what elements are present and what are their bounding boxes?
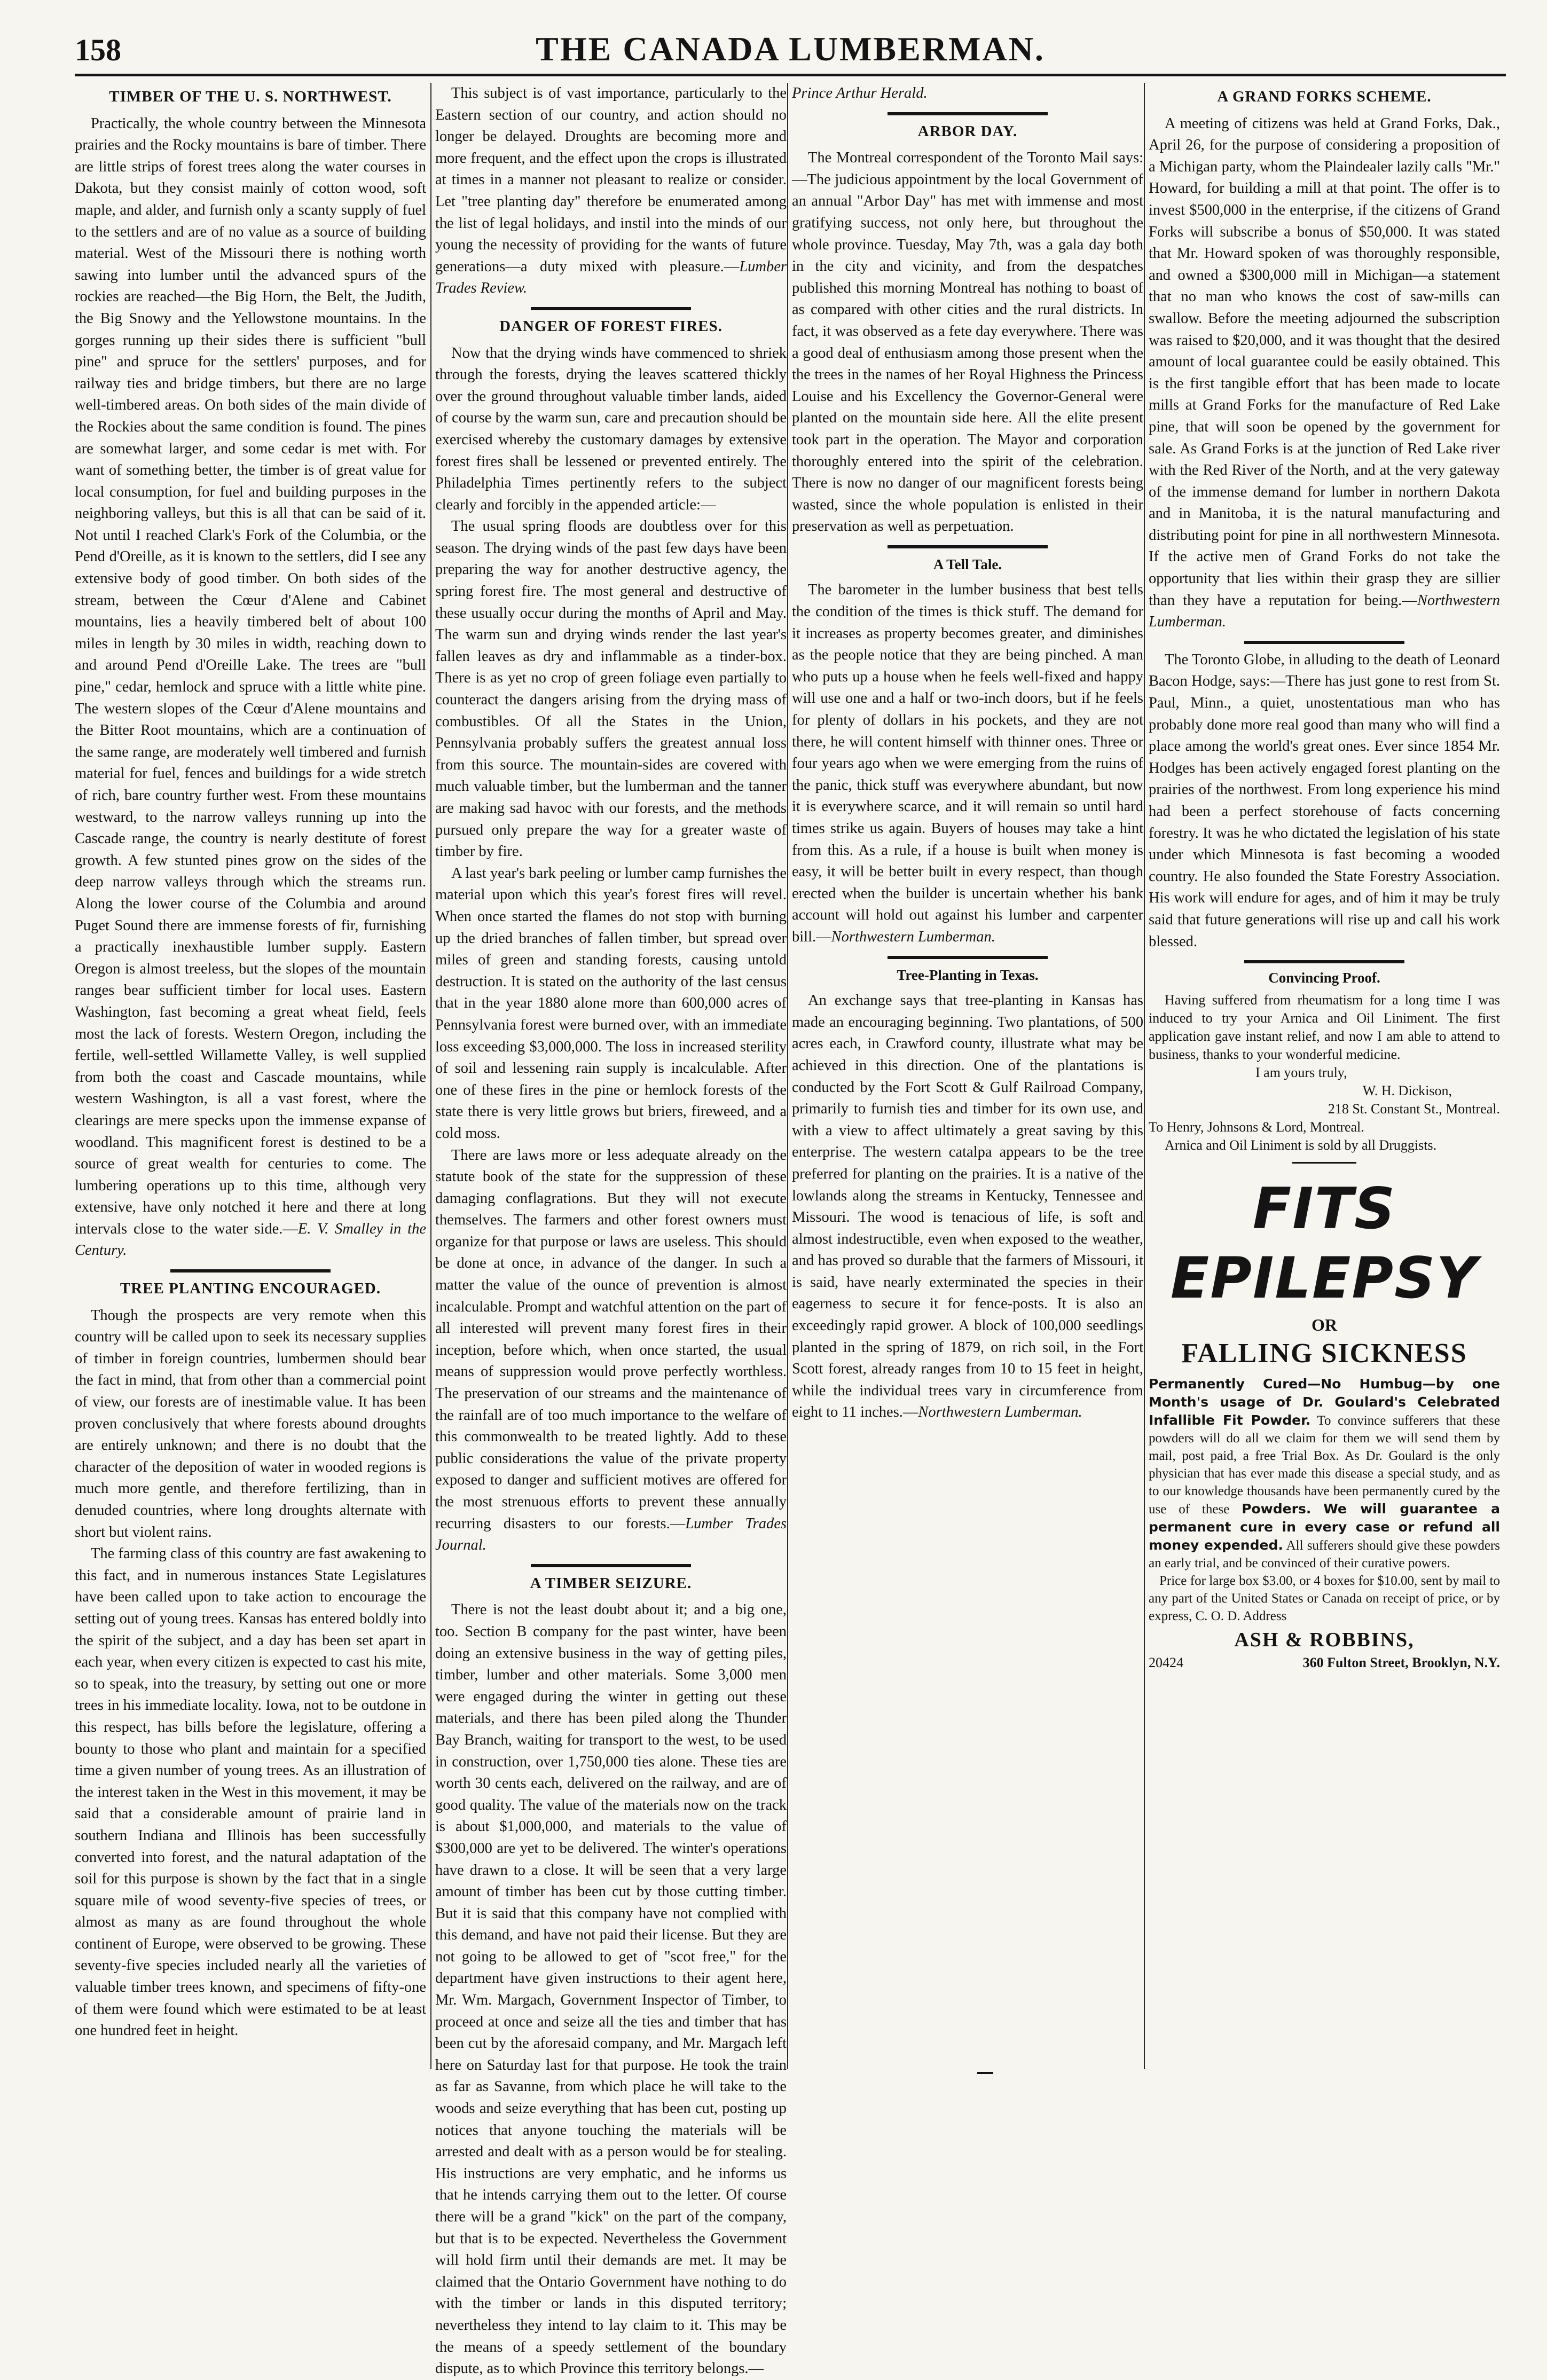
- advert-company: ASH & ROBBINS,: [1234, 1629, 1415, 1652]
- advert-or: OR: [1312, 1315, 1337, 1335]
- article-arbor-day: [792, 121, 1143, 538]
- article-paragraph: A last year's bark peeling or lumber camp furnishes the material upon which this year's forest fires will revel. When once started the flames do not stop with burning up the dried branches of fallen timber, but spread over miles of green and standing forests, causing untold destruction. It is stated on the authority of the last census that in the year 1880 alone more than 600,000 acres of Pennsylvania forest were burned over, with an immediate loss exceeding $3,000,000. The loss in increased sterility of soil and lessening rain supply is incalculable. After one of these fires in the pine or hemlock forests of the state there is very little grows but briers, fireweed, and a cold moss.: [435, 865, 787, 1142]
- advert-text: All sufferers should give these powders an early trial, and be convinced of their curative powers.: [1149, 1538, 1501, 1571]
- article-timber-northwest: [75, 86, 426, 1262]
- section-rule: [1292, 1162, 1356, 1164]
- letter-closing: I am yours truly,: [1255, 1065, 1347, 1081]
- article-source: Northwestern Lumberman.: [831, 928, 995, 945]
- section-rule: [531, 1564, 691, 1567]
- article-text: There are laws more or less adequate already on the statute book of the state for the suppression of these damaging conflagrations. But they will not execute themselves. The farmers and other forest owners must organize for that purpose or laws are useless. This should be done at once, in advance of the danger. In such a matter the value of the ounce of prevention is almost incalculable. Prompt and watchful attention on the part of all interested will prevent many forest fires in their inception, before which, when once started, the usual means of suppression would prove perfectly worthless. The preservation of our streams and the maintenance of the rainfall are of too much importance to the welfare of this commonwealth to be treated lightly. Add to these public considerations the value of the private property exposed to danger and sufficient motives are offered for the most strenuous efforts to prevent these annually recurring disasters to our forests.—: [435, 1146, 787, 1532]
- article-text: A meeting of citizens was held at Grand Forks, Dak., April 26, for the purpose of considering a proposition of a Michigan party, whom the Plaindealer lazily calls "Mr." Howard, for building a mill at that point. The offer is to invest $500,000 in the enterprise, if the citizens of Grand Forks will subscribe a bonus of $50,000. It was stated that Mr. Howard spoken of was thoroughly responsible, and owned a $300,000 mill in Michigan—a statement that no man who knows the cost of saw-mills can swallow. Before the meeting adjourned the subscription was raised to $20,000, and it was thought that the desired amount of local guarantee could be easily obtained. This is the first tangible effort that has been made to locate mills at Grand Forks for the manufacture of Red Lake pine, that will soon be opened by the government for sale. As Grand Forks is at the junction of Red Lake river with the Red River of the North, and at the very gateway of the immense demand for lumber in northern Dakota and in Manitoba, it is the natural manufacturing and distributing point for pine in all northwestern Minnesota. If the active men of Grand Forks do not take the opportunity that lies within their grasp they are sillier than they have a reputation for being.—: [1149, 115, 1500, 609]
- column-1: [75, 83, 426, 2069]
- article-paragraph: [792, 579, 1143, 948]
- advert-street: 360 Fulton Street, Brooklyn, N.Y.: [1302, 1655, 1500, 1671]
- column-3: [792, 83, 1143, 2069]
- header-rule: [75, 74, 1506, 76]
- advert-address-row: [1149, 1653, 1500, 1673]
- article-paragraph: [75, 113, 426, 1262]
- article-forest-fires: [435, 316, 787, 1557]
- article-text: An exchange says that tree-planting in Kansas has made an encouraging beginning. Two plantations, of 500 acres each, in Crawford county, illustrate what may be achieved in this direction. One of the plantations is conducted by the Fort Scott & Gulf Railroad Company, primarily to furnish ties and timber for its own use, and with a view to affect ultimately a great saving by this enterprise. The western catalpa appears to be the tree preferred for planting on the prairies. It is a native of the lowlands along the streams in Kentucky, Tennessee and Missouri. The wood is tenacious of life, is soft and almost indestructible, even when exposed to the weather, and has proved so durable that the farmers of Missouri, it is said, have nearly exterminated the species in their eagerness to secure it for fence-posts. It is also an exceedingly rapid grower. A block of 100,000 seedlings planted in the spring of 1879, on rich soil, in the Fort Scott forest, already ranges from 10 to 15 feet in height, while the individual trees vary in circumference from eight to 11 inches.—: [792, 992, 1143, 1421]
- article-source: E. V. Smalley in the Century.: [75, 1220, 426, 1259]
- article-paragraph: The farming class of this country are fast awakening to this fact, and in numerous instances State Legislatures have been called upon to take action to encourage the setting out of young trees. Kansas has entered boldly into the spirit of the subject, and a day has been set apart in each year, when every citizen is expected to cast his mite, so to speak, into the treasury, by setting out one or more trees in his immediate locality. Iowa, not to be outdone in this respect, has bills before the legislature, offering a bounty to those who plant and maintain for a specified time a given number of young trees. As an illustration of the interest taken in the West in this movement, it may be said that a considerable amount of prairie land in southern Indiana and Illinois has been successfully converted into forest, and the natural adaptation of the soil for this purpose is shown by the fact that in a single square mile of wood seventy-five species of trees, or almost as many as are found throughout the whole continent of Europe, were observed to be growing. These seventy-five species included nearly all the varieties of valuable timber trees known, and specimens of fifty-one of them were found which were estimated to be at least one hundred feet in height.: [75, 1545, 426, 2039]
- article-tell-tale: [792, 554, 1143, 948]
- column-divider: [430, 83, 431, 2069]
- article-title: A Tell Tale.: [933, 556, 1002, 572]
- column-4: [1149, 83, 1500, 2069]
- section-rule: [531, 307, 691, 310]
- article-title: TREE PLANTING ENCOURAGED.: [120, 1280, 381, 1298]
- article-source: Northwestern Lumberman.: [918, 1404, 1082, 1421]
- letter-signature: W. H. Dickison,: [1362, 1083, 1452, 1099]
- section-rule: [888, 545, 1048, 548]
- section-rule: [170, 1269, 331, 1273]
- article-title: DANGER OF FOREST FIRES.: [499, 317, 723, 335]
- column-divider: [787, 83, 788, 2069]
- article-paragraph: The Toronto Globe, in alluding to the death of Leonard Bacon Hodge, says:—There has just gone to rest from St. Paul, Minn., a quiet, unostentatious man who has probably done more real good than many who will find a place among the world's great ones. Ever since 1854 Mr. Hodges has been actively engaged forest planting on the prairies of the northwest. From long experience his mind had been a perfect storehouse of facts concerning forestry. It was he who dictated the legislation of his state under which Minnesota is fast becoming a wooded country. He also founded the State Forestry Association. His work will endure for ages, and of him it may be truly said that future generations will rise up and call his work blessed.: [1149, 651, 1500, 950]
- article-source: Lumber Trades Review.: [435, 258, 787, 297]
- article-hodge: [1149, 649, 1500, 953]
- letter-address: 218 St. Constant St., Montreal.: [1328, 1101, 1500, 1117]
- article-paragraph: [1149, 113, 1500, 633]
- advertisement: [1149, 1174, 1500, 1673]
- section-rule: [1244, 641, 1404, 644]
- article-timber-seizure: [435, 1573, 787, 2380]
- article-title: Tree-Planting in Texas.: [897, 967, 1039, 983]
- masthead: THE CANADA LUMBERMAN.: [536, 30, 1045, 68]
- advert-code: 20424: [1149, 1655, 1183, 1671]
- advert-headline: FITS EPILEPSY: [1170, 1176, 1479, 1311]
- article-paragraph: Now that the drying winds have commenced to shriek through the forests, drying the leaves scattered thickly over the ground throughout valuable timber lands, aided of course by the warm sun, care and precaution should be exercised whereby the customary damages by extensive forest fires shall be lessened or prevented entirely. The Philadelphia Times pertinently refers to the subject clearly and forcibly in the appended article:—: [435, 344, 787, 513]
- article-title: ARBOR DAY.: [917, 122, 1018, 140]
- advert-subhead: FALLING SICKNESS: [1181, 1338, 1467, 1369]
- article-title: Convincing Proof.: [1268, 970, 1380, 986]
- article-source: Prince Arthur Herald.: [792, 85, 928, 101]
- article-paragraph: [435, 1145, 787, 1557]
- article-source: Northwestern Lumberman.: [1149, 592, 1500, 631]
- advert-text: As Dr. Goulard is the only physician that has ever made this disease a special study, and as to our knowledge thousands have been permanently cured by the use of these: [1149, 1449, 1500, 1517]
- page-number: 158: [75, 33, 121, 67]
- column-2: [435, 83, 787, 2377]
- bottom-mark: [977, 2072, 993, 2074]
- article-grand-forks: [1149, 86, 1500, 633]
- article-paragraph: Though the prospects are very remote when this country will be called upon to seek its necessary supplies of timber in foreign countries, lumbermen should bear the fact in mind, that from other than a commercial point of view, our forests are of inestimable value. It has been proven conclusively that where forests abound droughts are entirely unknown; and there is no doubt that the character of the deposition of water in wooded regions is much more gentle, and therefore fertilizing, than in denuded countries, where long droughts alternate with short but violent rains.: [75, 1307, 426, 1541]
- column-divider: [1144, 83, 1145, 2069]
- article-paragraph: [792, 83, 1143, 105]
- article-paragraph: The Montreal correspondent of the Toronto Mail says:—The judicious appointment by the local Government of an annual "Arbor Day" has met with immense and most gratifying success, not only here, but throughout the whole province. Tuesday, May 7th, was a gala day both in the city and vicinity, and from the despatches published this morning Montreal has nothing to boast of as compared with other cities and the rural districts. In fact, it was observed as a fete day everywhere. There was a good deal of enthusiasm among those present when the the trees in the names of her Royal Highness the Princess Louise and his Excellency the Governor-General were planted on the mountain side here. All the elite present took part in the operation. The Mayor and corporation thoroughly entered into the spirit of the celebration. There is now no danger of our magnificent forests being wasted, since the whole population is enlisted in their preservation as well as perpetuation.: [792, 150, 1143, 535]
- letter-note: Arnica and Oil Liniment is sold by all Druggists.: [1165, 1137, 1437, 1153]
- article-paragraph: The usual spring floods are doubtless over for this season. The drying winds of the past few days have been preparing the way for another destructive agency, the spring forest fire. The most general and destructive of these usually occur during the months of April and May. The warm sun and drying winds render the last year's fallen leaves as dry and inflammable as a tinder-box. There is as yet no crop of green foliage even partially to counteract the dangers arising from the drying mass of combustibles. Of all the States in the Union, Pennsylvania probably suffers the greatest annual loss from this source. The mountain-sides are covered with much valuable timber, but the lumberman and the tanner are making sad havoc with our forests, and the methods pursued only prepare the way for a greater waste of timber by fire.: [435, 518, 787, 860]
- article-paragraph: Having suffered from rheumatism for a long time I was induced to try your Arnica and Oil Liniment. The first application gave instant relief, and now I am able to attend to business, thanks to your wonderful medicine.: [1149, 992, 1500, 1063]
- advert-powders: Powders.: [1242, 1501, 1312, 1517]
- section-rule: [1244, 960, 1404, 963]
- article-title: A TIMBER SEIZURE.: [530, 1574, 692, 1592]
- article-paragraph: [435, 83, 787, 300]
- article-title: A GRAND FORKS SCHEME.: [1217, 88, 1432, 105]
- article-convincing-proof: [1149, 969, 1500, 1154]
- article-text: The barometer in the lumber business that best tells the condition of the times is thick stuff. The demand for it increases as property becomes greater, and diminishes as the people notice that they are being pinched. A man who puts up a house when he feels well-fixed and happy will use one and a half or two-inch doors, but if he feels for plenty of dollars in his pockets, and they are not there, he will content himself with thinner ones. Three or four years ago when we were emerging from the ruins of the panic, thick stuff was everywhere abundant, but now it is everywhere scarce, and it will remain so until hard times strike us again. Buyers of houses may take a hint from this. As a rule, if a house is built when money is easy, it will be better built in every respect, than though erected when the builder is uncertain whether his bank account will hold out against his lumber and carpenter bill.—: [792, 582, 1143, 945]
- advert-lead: Permanently Cured—No Humbug—by one Month's usage of Dr. Goulard's Celebrated Infallible Fit Powder.: [1149, 1376, 1500, 1428]
- advert-price: Price for large box $3.00, or 4 boxes for $10.00, sent by mail to any part of the United States or Canada on receipt of price, or by express, C. O. D. Address: [1149, 1574, 1500, 1624]
- article-texas: [792, 964, 1143, 1424]
- letter-recipient: To Henry, Johnsons & Lord, Montreal.: [1149, 1119, 1364, 1135]
- article-text: Practically, the whole country between the Minnesota prairies and the Rocky mountains is bare of timber. There are little strips of forest trees along the water courses in Dakota, but they consist mainly of cotton wood, soft maple, and alder, and furnish only a scanty supply of fuel to the settlers and are of no value as a source of building material. West of the Missouri there is nothing worth sawing into lumber until the advanced spurs of the rockies are reached—the Big Horn, the Belt, the Judith, the Big Snowy and the Yellowstone mountains. In the gorges running up their sides there is sufficient "bull pine" and spruce for the settlers' purposes, and for railway ties and bridge timbers, but there are no large well-timbered areas. On both sides of the main divide of the Rockies about the same condition is found. The pines are somewhat larger, and some cedar is met with. For want of something better, the timber is of great value for local consumption, for fuel and building purposes in the neighboring valleys, but this is all that can be said of it. Not until I reached Clark's Fork of the Columbia, or the Pend d'Oreille, as it is known to the settlers, did I see any extensive body of good timber. On both sides of the stream, between the Cœur d'Alene and Cabinet mountains, lies a heavily timbered belt of about 100 miles in length by 30 miles in width, reaching down to and around Pend d'Oreille Lake. The trees are "bull pine," cedar, hemlock and spruce with a little white pine. The western slopes of the Cœur d'Alene mountains and the Bitter Root mountains, which are a continuation of the same range, are moderately well timbered and furnish material for fuel, fences and buildings for a wide stretch of rich, bare country further west. From these mountains westward, to the narrow valleys running up into the Cascade range, the country is nearly destitute of forest growth. A few stunted pines grow on the sides of the deep narrow valleys through which the streams run. Along the lower course of the Columbia and around Puget Sound there are immense forests of fir, furnishing a practically inexhaustible lumber supply. Eastern Oregon is almost treeless, but the slopes of the mountain ranges bear sufficient timber for local uses. Eastern Washington, fast becoming a great wheat field, feels most the lack of forests. Western Oregon, including the fertile, well-settled Willamette Valley, is well supplied from both the coast and Cascade mountains, while western Washington, is all a vast forest, where the clearings are mere specks upon the immense expanse of woodland. This magnificent forest is destined to be a source of great wealth for centuries to come. The lumbering operations up to this time, although very extensive, have only notched it here and there at long intervals close to the water side.—: [75, 115, 426, 1237]
- article-paragraph: [792, 990, 1143, 1424]
- article-tree-planting: [75, 1278, 426, 2042]
- article-title: TIMBER OF THE U. S. NORTHWEST.: [109, 88, 392, 105]
- article-paragraph: There is not the least doubt about it; and a big one, too. Section B company for the past winter, have been doing an extensive business in the way of getting piles, timber, lumber and other materials. Some 3,000 men were engaged during the winter in getting out these materials, and there has been piled along the Thunder Bay Branch, waiting for transport to the west, to be used in construction, over 1,750,000 ties alone. These ties are worth 30 cents each, delivered on the railway, and are of good quality. The value of the materials now on the track is about $1,000,000, and materials to the value of $300,000 are yet to be delivered. The winter's operations have drawn to a close. It will be seen that a very large amount of timber has been cut by those cutting timber. But it is said that this company have not complied with this demand, and have not paid their license. But they are not going to be allowed to get of "scot free," for the department have given instructions to their agent here, Mr. Wm. Margach, Government Inspector of Timber, to proceed at once and seize all the ties and timber that has been cut by the aforesaid company, and Mr. Margach left here on Saturday last for that purpose. He took the train as far as Savanne, from which place he will take to the woods and seize everything that has been cut, posting up notices that anyone touching the materials will be arrested and dealt with as a person would be for stealing. His instructions are very emphatic, and he informs us that he intends carrying them out to the letter. Of course there will be a grand "kick" on the part of the company, but that is to be expected. Nevertheless the Government will hold firm until their demands are met. It may be claimed that the Ontario Government have nothing to do with the timber or lands in this disputed territory; nevertheless they intend to lay claim to it. This may be the means of a speedy settlement of the boundary dispute, as to which Province this territory belongs.—: [435, 1601, 787, 2377]
- article-text: This subject is of vast importance, particularly to the Eastern section of our country, and action should no longer be delayed. Droughts are becoming more and more frequent, and the effect upon the crops is illustrated at times in a manner not pleasant to realize or consider. Let "tree planting day" therefore be enumerated among the list of legal holidays, and instil into the minds of our young the necessity of providing for the wants of future generations—a duty mixed with pleasure.—: [435, 85, 787, 275]
- article-source: Lumber Trades Journal.: [435, 1515, 787, 1554]
- page-header: [75, 29, 1506, 72]
- advert-text: To convince sufferers that these powders will do all we claim for them we will send them by mail, post paid, a free Trial Box.: [1149, 1413, 1500, 1464]
- advert-guarantee: We will guarantee a permanent cure in every case or refund all money expended.: [1149, 1501, 1500, 1553]
- advert-body: [1149, 1375, 1500, 1572]
- section-rule: [888, 112, 1048, 115]
- section-rule: [888, 956, 1048, 959]
